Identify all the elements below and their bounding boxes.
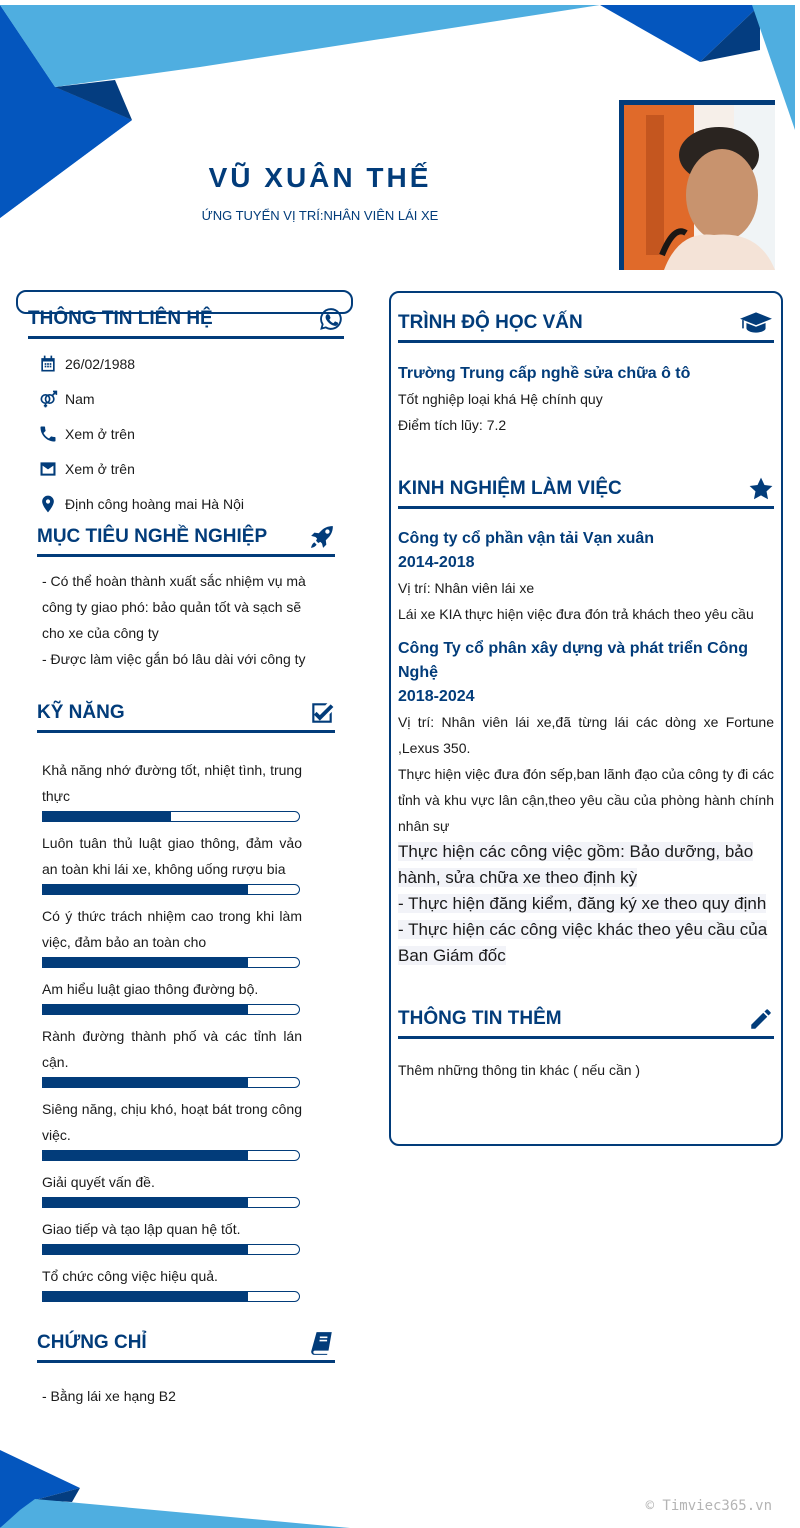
job-entry [398,637,774,969]
skill-label: Giao tiếp và tạo lập quan hệ tốt. [42,1221,241,1237]
contact-gender [36,381,336,416]
deco-sky-bottom [0,1499,350,1528]
skill-level-fill [42,1244,248,1255]
skill-level-bar [42,811,300,822]
skill-level-bar [42,1291,300,1302]
skill-level-bar [42,1244,300,1255]
objective-text [42,568,312,672]
experience-section-header [398,476,774,509]
experience-list [398,527,774,969]
profile-photo [624,105,775,270]
skill-item [42,830,302,895]
education-entry [398,362,774,438]
contact-list [36,346,336,521]
skill-label: Rành đường thành phố và các tỉnh lán cận. [42,1028,302,1070]
skill-label: Siêng năng, chịu khó, hoạt bát trong công việc. [42,1101,302,1143]
objective-line: - Có thể hoàn thành xuất sắc nhiệm vụ mà công ty giao phó: bảo quản tốt và sạch sẽ cho xe của công ty [42,573,306,641]
skill-item [42,757,302,822]
contact-phone [36,416,336,451]
deco-royal-left [0,5,132,218]
skills-list [42,757,302,1310]
phone-icon [36,423,60,445]
contact-birthdate-value: 26/02/1988 [65,355,136,372]
skill-level-fill [42,1197,248,1208]
skill-level-bar [42,1197,300,1208]
skill-item [42,1023,302,1088]
skill-label: Khả năng nhớ đường tốt, nhiệt tình, trung thực [42,762,302,804]
contact-email-value: Xem ở trên [65,460,135,477]
additional-section-title: THÔNG TIN THÊM [398,1008,562,1029]
objective-line: - Được làm việc gắn bó lâu dài với công ty [42,651,306,667]
contact-section-title: THÔNG TIN LIÊN HỆ [28,308,213,329]
job-duty [398,917,774,969]
applied-position: ỨNG TUYỂN VỊ TRÍ:NHÂN VIÊN LÁI XE [201,208,439,223]
certificates-section-title: CHỨNG CHỈ [37,1332,147,1353]
deco-royal-bottom [0,1450,80,1528]
skill-item [42,976,302,1015]
skill-label: Giải quyết vấn đề. [42,1174,155,1190]
skill-level-fill [42,1150,248,1161]
skill-level-bar [42,884,300,895]
job-line: Thực hiện việc đưa đón sếp,ban lãnh đạo của công ty đi các tỉnh và khu vực lân cận,theo yêu cầu của phòng hành chính nhân sự [398,766,774,834]
deco-royal-right [600,5,760,62]
objective-section-header [37,524,335,557]
job-line: Lái xe KIA thực hiện việc đưa đón trả khách theo yêu cầu [398,606,754,622]
skill-item [42,1263,302,1302]
education-section-header [398,310,774,343]
skill-item [42,1216,302,1255]
contact-email [36,451,336,486]
graduation-cap-icon [738,310,774,336]
education-gpa: Điểm tích lũy: 7.2 [398,417,507,433]
job-company: Công Ty cổ phân xây dựng và phát triển Công Nghệ [398,640,748,681]
skills-section-header [37,700,335,733]
deco-royal-triangle [0,5,132,218]
contact-phone-value: Xem ở trên [65,425,135,442]
skill-level-fill [42,884,248,895]
calendar-icon [36,353,60,375]
skill-level-fill [42,1004,248,1015]
skill-level-bar [42,1004,300,1015]
job-duty [398,891,774,917]
book-icon [309,1330,335,1356]
job-duty-text: - Thực hiện các công việc khác theo yêu cầu của Ban Giám đốc [398,920,768,965]
contact-address [36,486,336,521]
skill-level-fill [42,811,171,822]
education-degree: Tốt nghiệp loại khá Hệ chính quy [398,391,603,407]
envelope-icon [36,458,60,480]
candidate-name: VŨ XUÂN THẾ [208,162,432,193]
skill-level-bar [42,957,300,968]
contact-gender-value: Nam [65,390,95,407]
job-company: Công ty cổ phần vận tải Vạn xuân [398,530,655,547]
contact-address-value: Định công hoàng mai Hà Nội [65,495,244,512]
map-marker-icon [36,493,60,515]
star-icon [748,476,774,502]
skill-level-fill [42,957,248,968]
experience-section-title: KINH NGHIỆM LÀM VIỆC [398,478,622,499]
contact-birthdate [36,346,336,381]
job-period: 2018-2024 [398,688,475,705]
additional-section-header [398,1006,774,1039]
job-entry [398,527,774,627]
certificate-item: - Bằng lái xe hạng B2 [42,1388,176,1404]
skill-label: Có ý thức trách nhiệm cao trong khi làm việc, đảm bảo an toàn cho [42,908,302,950]
watermark: © Timviec365.vn [645,1498,772,1514]
skill-label: Am hiểu luật giao thông đường bộ. [42,981,259,997]
contact-section-header [28,306,344,339]
skill-level-bar [42,1150,300,1161]
skill-level-fill [42,1077,248,1088]
skill-item [42,1169,302,1208]
skill-item [42,903,302,968]
skills-section-title: KỸ NĂNG [37,702,125,723]
deco-navy-right [700,5,760,62]
rocket-icon [309,524,335,550]
job-duty-text: Thực hiện các công việc gồm: Bảo dưỡng, bảo hành, sửa chữa xe theo định kỳ [398,842,754,887]
check-square-icon [309,700,335,726]
job-period: 2014-2018 [398,554,475,571]
pencil-icon [748,1006,774,1032]
skill-level-fill [42,1291,248,1302]
certificates-section-header [37,1330,335,1363]
job-duty-text: - Thực hiện đăng kiểm, đăng ký xe theo quy định [398,894,767,913]
avatar [619,100,775,270]
job-duty [398,839,774,891]
objective-section-title: MỤC TIÊU NGHỀ NGHIỆP [37,526,268,547]
whatsapp-icon [318,306,344,332]
additional-text: Thêm những thông tin khác ( nếu cần ) [398,1062,641,1078]
skill-label: Luôn tuân thủ luật giao thông, đảm vảo an toàn khi lái xe, không uống rượu bia [42,835,302,877]
skill-item [42,1096,302,1161]
gender-icon [36,388,60,410]
education-school: Trường Trung cấp nghề sửa chữa ô tô [398,365,691,382]
deco-navy-bottom [35,1488,80,1502]
job-line: Vị trí: Nhân viên lái xe [398,580,535,596]
skill-label: Tổ chức công việc hiệu quả. [42,1268,218,1284]
deco-sky-band [0,5,600,87]
skill-level-bar [42,1077,300,1088]
education-section-title: TRÌNH ĐỘ HỌC VẤN [398,312,583,333]
deco-navy-fold [55,80,132,120]
job-line: Vị trí: Nhân viên lái xe,đã từng lái các dòng xe Fortune ,Lexus 350. [398,714,774,756]
